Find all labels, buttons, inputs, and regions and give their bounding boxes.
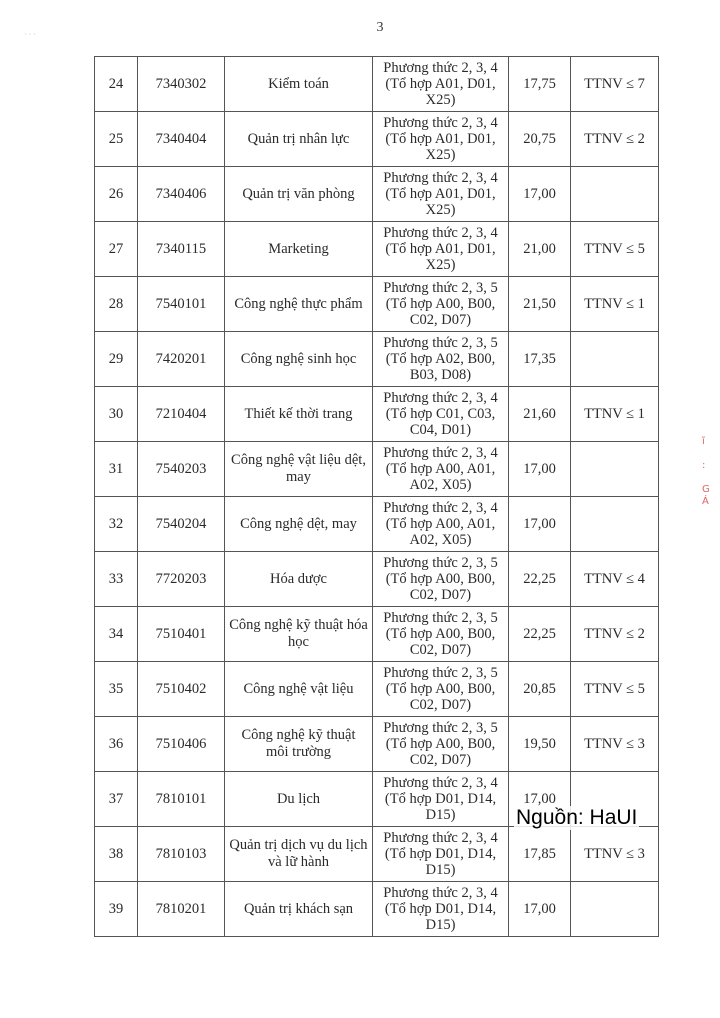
row-code: 7810103 <box>138 827 225 882</box>
row-score: 17,00 <box>509 772 571 827</box>
row-stt: 38 <box>95 827 138 882</box>
row-admission-method: Phương thức 2, 3, 4 (Tổ hợp D01, D14, D15) <box>373 827 509 882</box>
row-stt: 29 <box>95 332 138 387</box>
table-row <box>95 387 659 442</box>
table-row <box>95 497 659 552</box>
table-row <box>95 112 659 167</box>
table-row <box>95 57 659 112</box>
row-score: 20,85 <box>509 662 571 717</box>
table-row <box>95 442 659 497</box>
row-stt: 35 <box>95 662 138 717</box>
row-stt: 39 <box>95 882 138 937</box>
row-admission-method: Phương thức 2, 3, 4 (Tổ hợp A01, D01, X25) <box>373 167 509 222</box>
row-stt: 36 <box>95 717 138 772</box>
row-admission-method: Phương thức 2, 3, 4 (Tổ hợp D01, D14, D15) <box>373 772 509 827</box>
row-admission-method: Phương thức 2, 3, 4 (Tổ hợp A01, D01, X25) <box>373 57 509 112</box>
row-major-name: Du lịch <box>225 772 373 827</box>
row-score: 21,60 <box>509 387 571 442</box>
row-stt: 33 <box>95 552 138 607</box>
row-condition <box>571 497 659 552</box>
row-code: 7540101 <box>138 277 225 332</box>
row-condition: TTNV ≤ 2 <box>571 607 659 662</box>
row-major-name: Công nghệ kỹ thuật hóa học <box>225 607 373 662</box>
row-stt: 37 <box>95 772 138 827</box>
row-stt: 28 <box>95 277 138 332</box>
row-major-name: Công nghệ dệt, may <box>225 497 373 552</box>
row-score: 17,35 <box>509 332 571 387</box>
row-code: 7720203 <box>138 552 225 607</box>
table-row <box>95 552 659 607</box>
row-admission-method: Phương thức 2, 3, 4 (Tổ hợp D01, D14, D15) <box>373 882 509 937</box>
row-stt: 32 <box>95 497 138 552</box>
row-stt: 24 <box>95 57 138 112</box>
row-admission-method: Phương thức 2, 3, 5 (Tổ hợp A00, B00, C02, D07) <box>373 277 509 332</box>
row-condition: TTNV ≤ 3 <box>571 717 659 772</box>
row-condition: TTNV ≤ 1 <box>571 387 659 442</box>
row-code: 7210404 <box>138 387 225 442</box>
row-major-name: Quản trị khách sạn <box>225 882 373 937</box>
row-stt: 34 <box>95 607 138 662</box>
table-row <box>95 277 659 332</box>
table-row <box>95 332 659 387</box>
row-condition <box>571 332 659 387</box>
stamp-fragment: ĩ : G Á <box>702 436 710 507</box>
row-code: 7340302 <box>138 57 225 112</box>
row-major-name: Công nghệ kỹ thuật môi trường <box>225 717 373 772</box>
table-body <box>95 57 659 937</box>
table-row <box>95 167 659 222</box>
row-condition: TTNV ≤ 3 <box>571 827 659 882</box>
row-score: 21,50 <box>509 277 571 332</box>
row-code: 7340404 <box>138 112 225 167</box>
row-admission-method: Phương thức 2, 3, 4 (Tổ hợp A01, D01, X25) <box>373 222 509 277</box>
row-condition <box>571 167 659 222</box>
table-row <box>95 717 659 772</box>
row-code: 7510402 <box>138 662 225 717</box>
row-code: 7340406 <box>138 167 225 222</box>
row-code: 7420201 <box>138 332 225 387</box>
row-score: 20,75 <box>509 112 571 167</box>
row-major-name: Công nghệ thực phẩm <box>225 277 373 332</box>
row-condition: TTNV ≤ 4 <box>571 552 659 607</box>
row-stt: 31 <box>95 442 138 497</box>
row-score: 22,25 <box>509 552 571 607</box>
row-condition <box>571 882 659 937</box>
row-admission-method: Phương thức 2, 3, 5 (Tổ hợp A00, B00, C02, D07) <box>373 717 509 772</box>
row-major-name: Thiết kế thời trang <box>225 387 373 442</box>
row-code: 7510406 <box>138 717 225 772</box>
row-code: 7340115 <box>138 222 225 277</box>
row-major-name: Quản trị dịch vụ du lịch và lữ hành <box>225 827 373 882</box>
row-admission-method: Phương thức 2, 3, 5 (Tổ hợp A00, B00, C02, D07) <box>373 552 509 607</box>
row-major-name: Công nghệ vật liệu dệt, may <box>225 442 373 497</box>
row-score: 17,00 <box>509 167 571 222</box>
page-number: 3 <box>376 20 384 35</box>
row-score: 17,00 <box>509 442 571 497</box>
row-major-name: Marketing <box>225 222 373 277</box>
row-score: 19,50 <box>509 717 571 772</box>
row-condition <box>571 442 659 497</box>
admission-scores-table <box>94 56 659 937</box>
row-score: 17,75 <box>509 57 571 112</box>
row-admission-method: Phương thức 2, 3, 5 (Tổ hợp A02, B00, B03, D08) <box>373 332 509 387</box>
row-score: 17,00 <box>509 497 571 552</box>
scan-artifact: · · · <box>24 30 36 39</box>
row-condition: TTNV ≤ 1 <box>571 277 659 332</box>
table-row <box>95 222 659 277</box>
row-major-name: Công nghệ vật liệu <box>225 662 373 717</box>
row-major-name: Công nghệ sinh học <box>225 332 373 387</box>
row-condition: TTNV ≤ 2 <box>571 112 659 167</box>
row-stt: 25 <box>95 112 138 167</box>
row-stt: 30 <box>95 387 138 442</box>
row-stt: 27 <box>95 222 138 277</box>
row-score: 17,00 <box>509 882 571 937</box>
row-admission-method: Phương thức 2, 3, 4 (Tổ hợp A00, A01, A02, X05) <box>373 442 509 497</box>
row-condition: TTNV ≤ 5 <box>571 662 659 717</box>
row-score: 21,00 <box>509 222 571 277</box>
row-admission-method: Phương thức 2, 3, 4 (Tổ hợp A00, A01, A02, X05) <box>373 497 509 552</box>
row-admission-method: Phương thức 2, 3, 4 (Tổ hợp C01, C03, C04, D01) <box>373 387 509 442</box>
table-row <box>95 607 659 662</box>
row-major-name: Hóa dược <box>225 552 373 607</box>
row-code: 7810201 <box>138 882 225 937</box>
row-score: 17,85 <box>509 827 571 882</box>
table-row <box>95 827 659 882</box>
row-condition: TTNV ≤ 7 <box>571 57 659 112</box>
row-code: 7540204 <box>138 497 225 552</box>
row-condition: TTNV ≤ 5 <box>571 222 659 277</box>
row-major-name: Quản trị văn phòng <box>225 167 373 222</box>
table-row <box>95 882 659 937</box>
source-watermark: Nguồn: HaUI <box>516 806 638 829</box>
row-code: 7540203 <box>138 442 225 497</box>
row-major-name: Kiểm toán <box>225 57 373 112</box>
row-code: 7510401 <box>138 607 225 662</box>
row-score: 22,25 <box>509 607 571 662</box>
row-admission-method: Phương thức 2, 3, 5 (Tổ hợp A00, B00, C02, D07) <box>373 662 509 717</box>
row-admission-method: Phương thức 2, 3, 5 (Tổ hợp A00, B00, C02, D07) <box>373 607 509 662</box>
row-admission-method: Phương thức 2, 3, 4 (Tổ hợp A01, D01, X25) <box>373 112 509 167</box>
row-major-name: Quản trị nhân lực <box>225 112 373 167</box>
row-stt: 26 <box>95 167 138 222</box>
table-row <box>95 662 659 717</box>
row-code: 7810101 <box>138 772 225 827</box>
